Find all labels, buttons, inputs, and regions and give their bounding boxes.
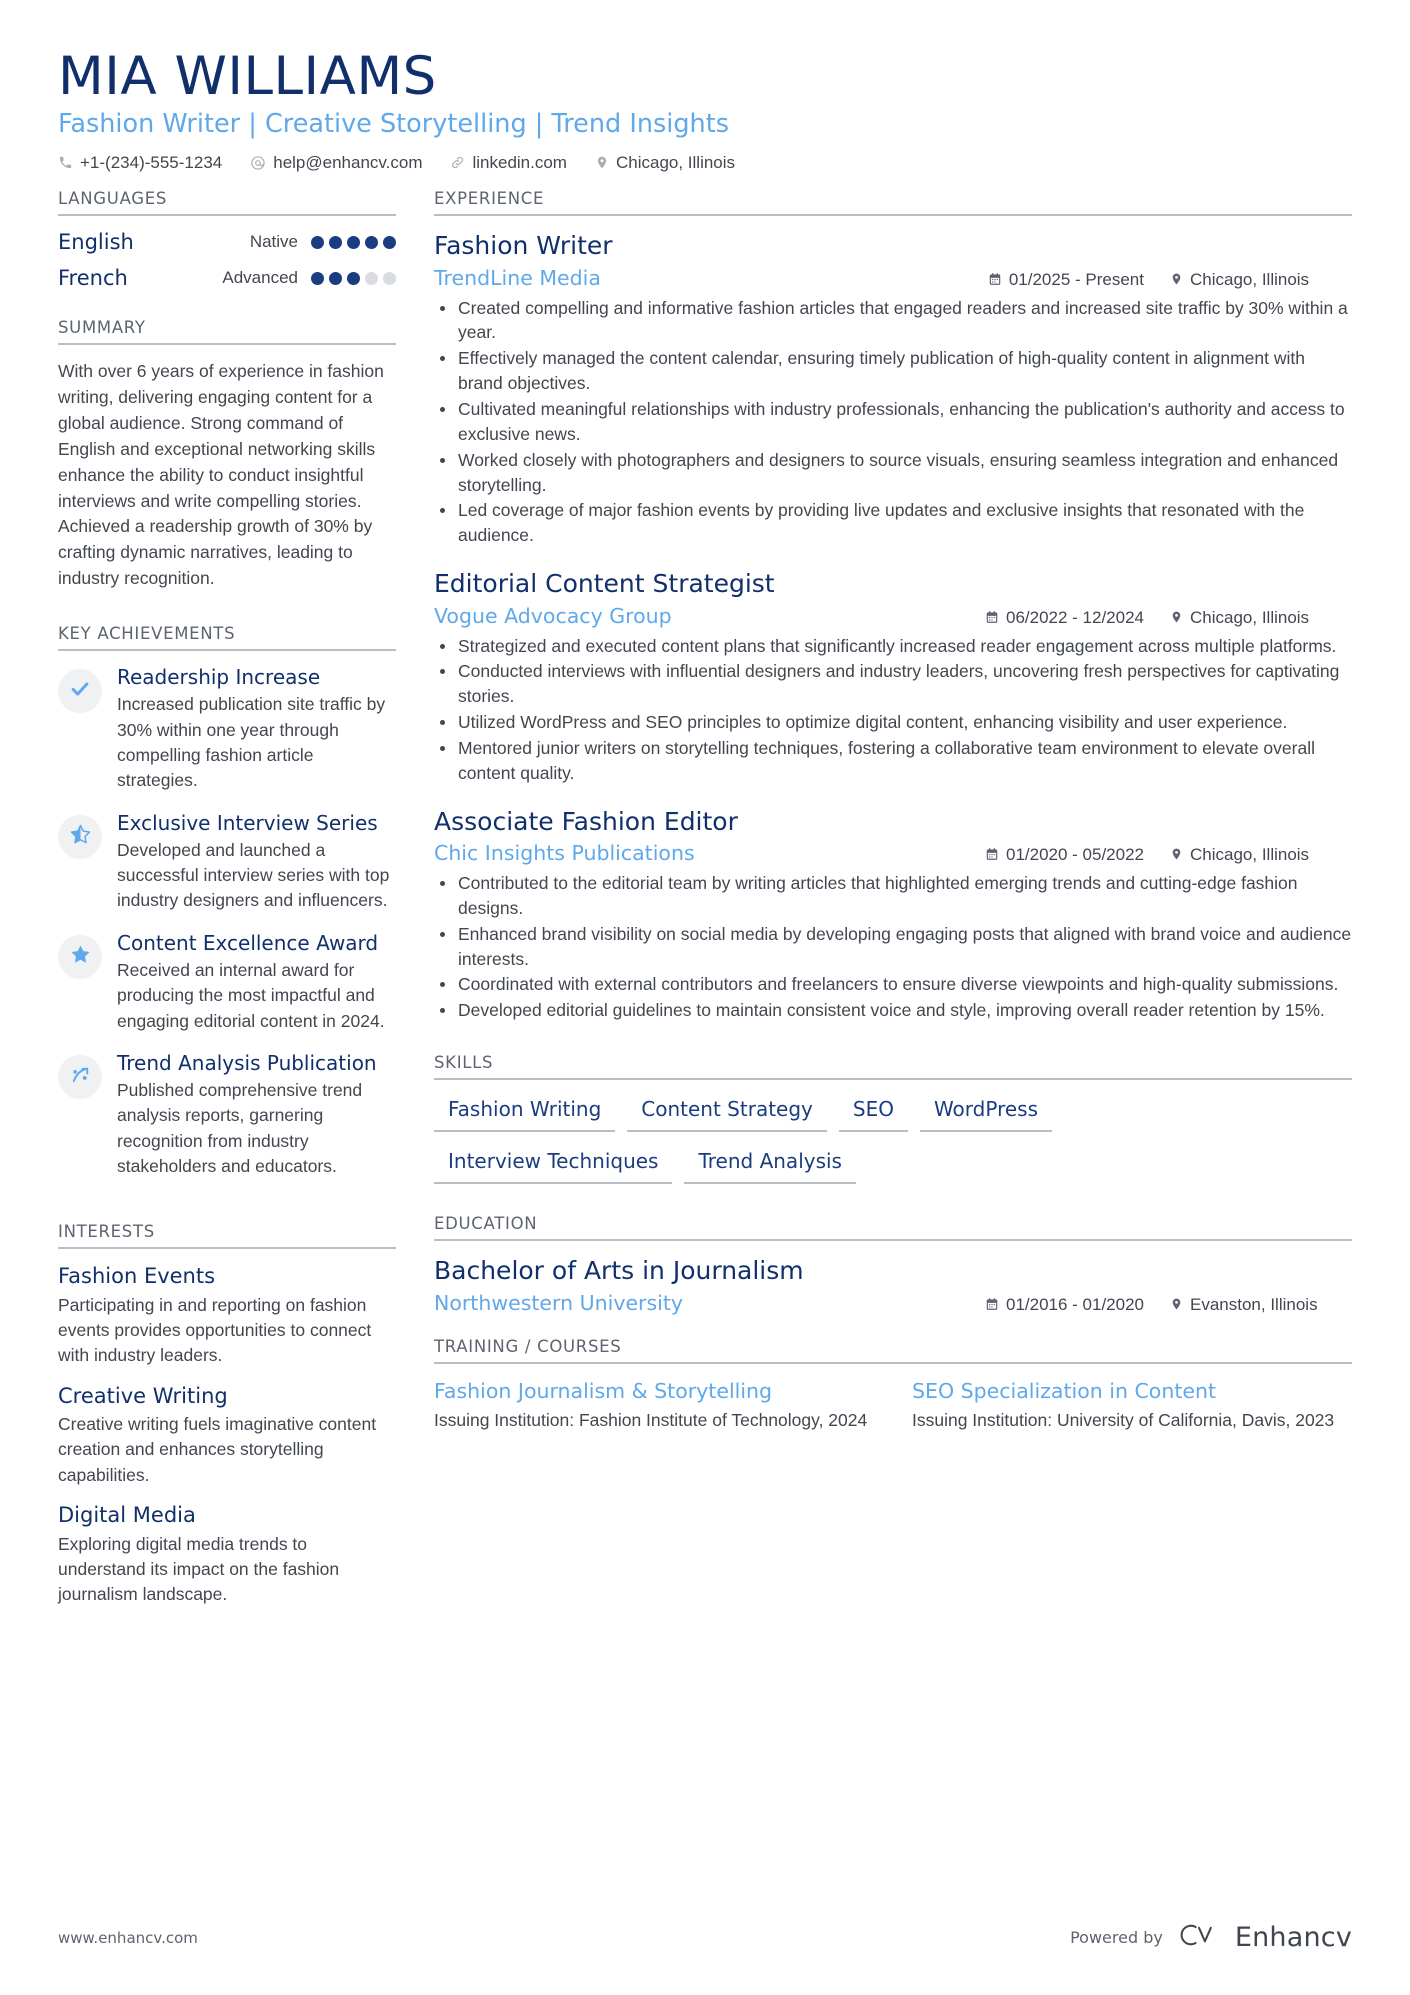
divider [434, 1362, 1352, 1364]
achievement-badge [58, 1055, 102, 1099]
education-school: Northwestern University [434, 1290, 684, 1315]
job-bullet: Developed editorial guidelines to maintain consistent voice and style, improving overall reader retention by 15%. [434, 998, 1352, 1023]
course-item [434, 1378, 874, 1433]
job-location [1170, 845, 1352, 865]
job-meta [434, 841, 1352, 865]
job-bullet: Coordinated with external contributors and freelancers to ensure diverse viewpoints and high-quality submissions. [434, 972, 1352, 997]
interest-description: Participating in and reporting on fashion events provides opportunities to connect with industry leaders. [58, 1294, 372, 1366]
job-bullets [434, 634, 1352, 786]
achievement-item [58, 931, 396, 1034]
job-location-text: Chicago, Illinois [1190, 607, 1310, 627]
enhancv-brand-name: Enhancv [1234, 1922, 1352, 1953]
section-title-summary: SUMMARY [58, 318, 146, 338]
section-summary [58, 318, 396, 592]
job-date-text: 01/2025 - Present [1008, 269, 1144, 289]
footer-brand [1070, 1920, 1352, 1955]
phone-icon [58, 155, 73, 170]
interest-title: Fashion Events [58, 1264, 216, 1289]
skill-tag[interactable]: Fashion Writing [434, 1094, 615, 1132]
education-item [434, 1255, 1352, 1315]
job-date-text: 06/2022 - 12/2024 [1005, 607, 1144, 627]
course-name: Fashion Journalism & Storytelling [434, 1378, 773, 1403]
section-title-languages: LANGUAGES [58, 189, 168, 209]
half-star-icon [69, 823, 92, 851]
achievement-item [58, 665, 396, 794]
star-icon [69, 943, 92, 971]
section-key-achievements [58, 624, 396, 1179]
skills-list [434, 1094, 1352, 1198]
section-title-key-achievements: KEY ACHIEVEMENTS [58, 624, 236, 644]
candidate-headline: Fashion Writer | Creative Storytelling | Trend Insights [58, 109, 730, 140]
education-date [985, 1295, 1144, 1315]
language-row [58, 230, 396, 254]
divider [58, 649, 396, 651]
location-icon [1170, 610, 1183, 628]
section-title-training: TRAINING / COURSES [434, 1336, 622, 1356]
job-bullet: Cultivated meaningful relationships with industry professionals, enhancing the publication's authority and access to exclusive news. [434, 397, 1352, 447]
job-bullets [434, 871, 1352, 1023]
achievement-description: Received an internal award for producing the most impactful and engaging editorial content in 2024. [117, 959, 385, 1031]
calendar-icon [985, 610, 999, 628]
job-bullet: Enhanced brand visibility on social media by developing engaging posts that aligned with brand voice and audience interests. [434, 922, 1352, 972]
job-bullet: Strategized and executed content plans that significantly increased reader engagement across multiple platforms. [434, 634, 1352, 659]
language-level: Advanced [222, 268, 298, 288]
job-company: TrendLine Media [434, 265, 601, 290]
job-location-text: Chicago, Illinois [1190, 269, 1310, 289]
contact-email-text: help@enhancv.com [273, 153, 423, 173]
enhancv-logo-icon [1177, 1920, 1221, 1955]
job-bullet: Conducted interviews with influential designers and industry leaders, uncovering fresh perspectives for captivating stories. [434, 659, 1352, 709]
job-bullet: Mentored junior writers on storytelling techniques, fostering a collaborative team environment to elevate overall content quality. [434, 736, 1352, 786]
contact-linkedin-text: linkedin.com [472, 153, 567, 173]
contact-row [58, 154, 1352, 171]
course-institution: Issuing Institution: Fashion Institute of Technology, 2024 [434, 1410, 868, 1431]
calendar-icon [985, 847, 999, 865]
achievement-item [58, 1051, 396, 1180]
job-location [1170, 270, 1352, 290]
link-icon [450, 155, 465, 170]
experience-item [434, 806, 1352, 1024]
education-date-text: 01/2016 - 01/2020 [1005, 1294, 1144, 1314]
courses-list [434, 1378, 1352, 1433]
achievement-title: Readership Increase [117, 665, 321, 690]
footer-website-url[interactable]: www.enhancv.com [58, 1928, 198, 1947]
contact-location-text: Chicago, Illinois [615, 153, 736, 173]
job-bullet: Contributed to the editorial team by writing articles that highlighted emerging trends and cutting-edge fashion designs. [434, 871, 1352, 921]
divider [434, 214, 1352, 216]
interest-title: Creative Writing [58, 1383, 228, 1408]
course-institution: Issuing Institution: University of California, Davis, 2023 [912, 1410, 1335, 1431]
achievement-title: Content Excellence Award [117, 930, 379, 955]
job-location [1170, 608, 1352, 628]
achievement-item [58, 811, 396, 914]
candidate-name: MIA WILLIAMS [58, 46, 437, 107]
section-training [434, 1337, 1352, 1433]
section-education [434, 1214, 1352, 1315]
skill-tag[interactable]: SEO [839, 1094, 908, 1132]
interest-item [58, 1383, 396, 1488]
resume-footer [58, 1920, 1352, 1955]
email-icon [250, 155, 266, 171]
achievement-badge [58, 935, 102, 979]
job-bullet: Created compelling and informative fashion articles that engaged readers and increased site traffic by 30% within a year. [434, 296, 1352, 346]
resume-header [58, 48, 1352, 171]
language-name: English [58, 230, 134, 255]
course-item [912, 1378, 1352, 1433]
skills-row [434, 1094, 1352, 1146]
job-title: Fashion Writer [434, 231, 613, 261]
language-row [58, 266, 396, 290]
job-date [985, 608, 1144, 628]
check-icon [69, 678, 91, 705]
job-bullets [434, 296, 1352, 548]
divider [434, 1239, 1352, 1241]
job-date-text: 01/2020 - 05/2022 [1005, 845, 1144, 865]
skill-tag[interactable]: WordPress [920, 1094, 1052, 1132]
job-meta [434, 266, 1352, 290]
education-location-text: Evanston, Illinois [1190, 1294, 1318, 1314]
skill-tag[interactable]: Interview Techniques [434, 1146, 672, 1184]
location-icon [595, 155, 609, 170]
skill-tag[interactable]: Content Strategy [627, 1094, 827, 1132]
resume-body [58, 189, 1352, 1622]
divider [58, 214, 396, 216]
experience-item [434, 230, 1352, 548]
left-column [58, 189, 396, 1622]
job-meta [434, 604, 1352, 628]
contact-phone[interactable] [58, 154, 222, 171]
section-title-experience: EXPERIENCE [434, 189, 545, 209]
job-location-text: Chicago, Illinois [1190, 845, 1310, 865]
interest-item [58, 1263, 396, 1368]
interest-item [58, 1502, 396, 1607]
language-level: Native [249, 232, 298, 252]
course-name: SEO Specialization in Content [912, 1378, 1217, 1403]
language-rating-dots [311, 272, 396, 285]
achievement-badge [58, 669, 102, 713]
education-meta [434, 1291, 1352, 1315]
location-icon [1170, 272, 1183, 290]
divider [58, 343, 396, 345]
achievement-description: Increased publication site traffic by 30% within one year through compelling fashion article strategies. [117, 694, 386, 791]
job-title: Editorial Content Strategist [434, 569, 775, 599]
job-bullet: Utilized WordPress and SEO principles to optimize digital content, enhancing visibility and user experience. [434, 710, 1352, 735]
divider [58, 1247, 396, 1249]
job-bullet: Effectively managed the content calendar, ensuring timely publication of high-quality content in alignment with brand objectives. [434, 346, 1352, 396]
summary-text: With over 6 years of experience in fashion writing, delivering engaging content for a global audience. Strong command of English and exceptional networking skills enhance the ability to conduct insightful interviews and write compelling stories. Achieved a readership growth of 30% by crafting dynamic narratives, leading to industry recognition. [58, 361, 384, 589]
job-bullet: Worked closely with photographers and designers to source visuals, ensuring seamless integration and enhanced storytelling. [434, 448, 1352, 498]
job-title: Associate Fashion Editor [434, 806, 738, 836]
skills-row [434, 1146, 1352, 1198]
language-name: French [58, 266, 128, 291]
skill-tag[interactable]: Trend Analysis [684, 1146, 856, 1184]
contact-linkedin[interactable] [450, 154, 567, 171]
education-location [1170, 1295, 1352, 1315]
section-languages [58, 189, 396, 290]
divider [434, 1078, 1352, 1080]
achievement-description: Developed and launched a successful interview series with top industry designers and influencers. [117, 839, 390, 911]
section-interests [58, 1222, 396, 1607]
interest-description: Exploring digital media trends to understand its impact on the fashion journalism landscape. [58, 1533, 340, 1605]
job-company: Vogue Advocacy Group [434, 603, 672, 628]
job-date [988, 270, 1144, 290]
job-date [985, 845, 1144, 865]
interest-description: Creative writing fuels imaginative content creation and enhances storytelling capabilities. [58, 1414, 377, 1485]
interest-title: Digital Media [58, 1503, 196, 1528]
contact-phone-text: +1-(234)-555-1234 [80, 153, 223, 173]
section-experience [434, 189, 1352, 1023]
education-degree: Bachelor of Arts in Journalism [434, 1256, 804, 1286]
achievement-description: Published comprehensive trend analysis reports, garnering recognition from industry stakeholders and educators. [117, 1079, 363, 1176]
section-skills [434, 1053, 1352, 1198]
job-bullet: Led coverage of major fashion events by providing live updates and exclusive insights that resonated with the audience. [434, 498, 1352, 548]
calendar-icon [985, 1297, 999, 1315]
contact-email[interactable] [250, 154, 422, 171]
job-company: Chic Insights Publications [434, 841, 695, 866]
achievement-badge [58, 815, 102, 859]
calendar-icon [988, 272, 1002, 290]
right-column [434, 189, 1352, 1439]
language-rating-dots [311, 236, 396, 249]
contact-location [595, 154, 735, 171]
location-icon [1170, 847, 1183, 865]
section-title-skills: SKILLS [434, 1053, 494, 1073]
location-icon [1170, 1297, 1183, 1315]
powered-by-label: Powered by [1070, 1928, 1163, 1947]
achievement-title: Trend Analysis Publication [117, 1050, 377, 1075]
achievement-title: Exclusive Interview Series [117, 810, 378, 835]
experience-item [434, 568, 1352, 786]
section-title-education: EDUCATION [434, 1214, 538, 1234]
section-title-interests: INTERESTS [58, 1222, 155, 1242]
trending-arrow-icon [69, 1063, 92, 1091]
